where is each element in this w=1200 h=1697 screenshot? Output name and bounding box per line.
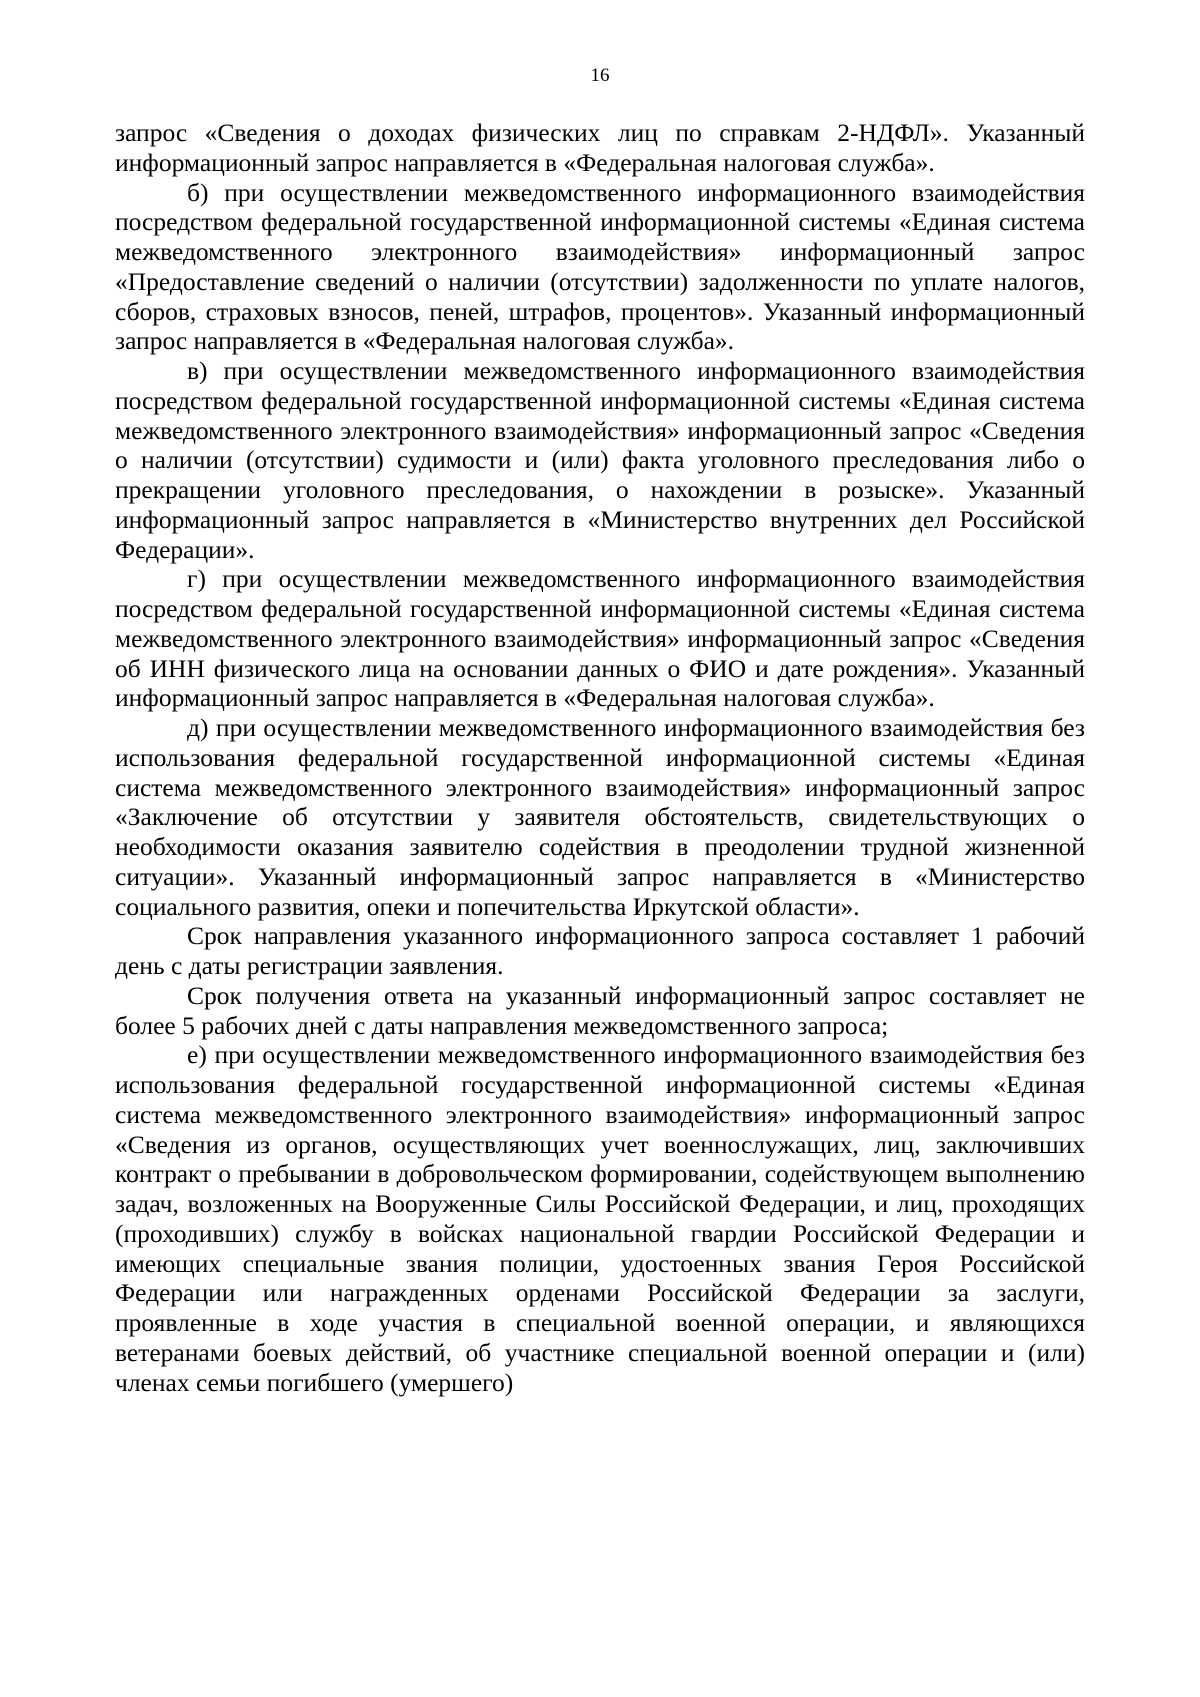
page-number: 16 <box>590 65 610 86</box>
paragraph-request-deadline: Срок направления указанного информационного запроса составляет 1 рабочий день с даты регистрации заявления. <box>115 921 1085 980</box>
paragraph-item-d: д) при осуществлении межведомственного информационного взаимодействия без использования федеральной государственной информационной системы «Единая система межведомственного электронного взаимодействия» информационный запрос «Заключение об отсутствии у заявителя обстоятельств, свидетельствующих о необходимости оказания заявителю содействия в преодолении трудной жизненной ситуации». Указанный информационный запрос направляется в «Министерство социального развития, опеки и попечительства Иркутской области». <box>115 713 1085 921</box>
paragraph-item-b: б) при осуществлении межведомственного информационного взаимодействия посредством федеральной государственной информационной системы «Единая система межведомственного электронного взаимодействия» информационный запрос «Предоставление сведений о наличии (отсутствии) задолженности по уплате налогов, сборов, страховых взносов, пеней, штрафов, процентов». Указанный информационный запрос направляется в «Федеральная налоговая служба». <box>115 177 1085 356</box>
paragraph-item-e: е) при осуществлении межведомственного информационного взаимодействия без использования федеральной государственной информационной системы «Единая система межведомственного электронного взаимодействия» информационный запрос «Сведения из органов, осуществляющих учет военнослужащих, лиц, заключивших контракт о пребывании в добровольческом формировании, содействующем выполнению задач, возложенных на Вооруженные Силы Российской Федерации, и лиц, проходящих (проходивших) службу в войсках национальной гвардии Российской Федерации и имеющих специальные звания полиции, удостоенных звания Героя Российской Федерации или награжденных орденами Российской Федерации за заслуги, проявленные в ходе участия в специальной военной операции, и являющихся ветеранами боевых действий, об участнике специальной военной операции и (или) членах семьи погибшего (умершего) <box>115 1040 1085 1397</box>
paragraph-item-g: г) при осуществлении межведомственного информационного взаимодействия посредством федеральной государственной информационной системы «Единая система межведомственного электронного взаимодействия» информационный запрос «Сведения об ИНН физического лица на основании данных о ФИО и дате рождения». Указанный информационный запрос направляется в «Федеральная налоговая служба». <box>115 564 1085 713</box>
document-body <box>115 118 1085 1397</box>
paragraph-response-deadline: Срок получения ответа на указанный информационный запрос составляет не более 5 рабочих дней с даты направления межведомственного запроса; <box>115 980 1085 1040</box>
paragraph-item-v: в) при осуществлении межведомственного информационного взаимодействия посредством федеральной государственной информационной системы «Единая система межведомственного электронного взаимодействия» информационный запрос «Сведения о наличии (отсутствии) судимости и (или) факта уголовного преследования либо о прекращении уголовного преследования, о нахождении в розыске». Указанный информационный запрос направляется в «Министерство внутренних дел Российской Федерации». <box>115 356 1085 564</box>
paragraph-continuation: запрос «Сведения о доходах физических лиц по справкам 2-НДФЛ». Указанный информационный запрос направляется в «Федеральная налоговая служба». <box>115 118 1085 177</box>
